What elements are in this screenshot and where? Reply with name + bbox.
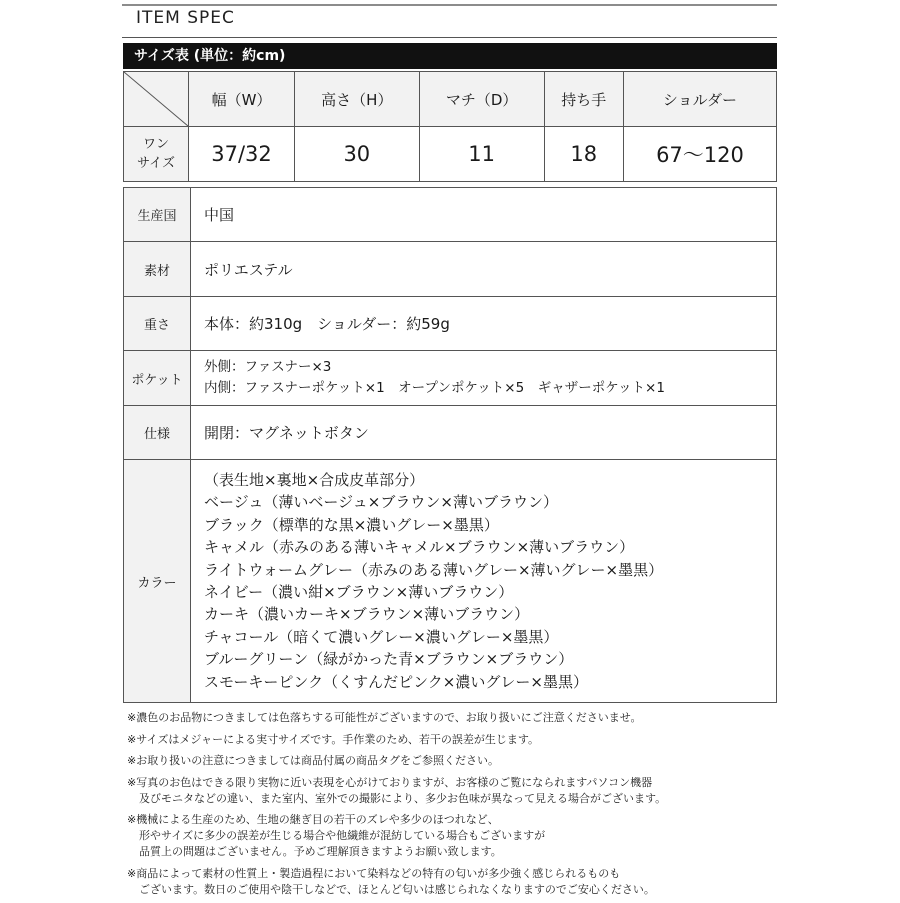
note-item bbox=[127, 866, 777, 898]
pocket-outer: 外側：ファスナー×3 bbox=[204, 359, 332, 375]
spec-label-detail: 仕様 bbox=[124, 406, 191, 460]
size-row-label-line2: サイズ bbox=[137, 156, 175, 171]
spec-label-weight: 重さ bbox=[124, 297, 191, 351]
spec-table bbox=[123, 187, 777, 703]
note-line: ※写真のお色はできる限り実物に近い表現を心がけておりますが、お客様のご覧になられますパソコン機器 bbox=[127, 775, 653, 789]
note-line: ※商品によって素材の性質上・製造過程において染料などの特有の匂いが多少強く感じられるものも bbox=[127, 866, 621, 880]
size-table bbox=[123, 71, 777, 182]
diagonal-line-icon bbox=[124, 72, 188, 126]
spec-value-detail: 開閉：マグネットボタン bbox=[191, 406, 777, 460]
note-item bbox=[127, 732, 777, 748]
note-line: ※濃色のお品物につきましては色落ちする可能性がございますので、お取り扱いにご注意くださいませ。 bbox=[127, 711, 642, 724]
spec-row-weight bbox=[124, 297, 777, 351]
spec-value-weight: 本体：約310g ショルダー：約59g bbox=[191, 297, 777, 351]
note-line: ございます。数日のご使用や陰干しなどで、ほとんど匂いは感じられなくなりますのでご安心ください。 bbox=[139, 882, 655, 896]
size-table-corner-cell bbox=[124, 72, 189, 127]
size-table-row bbox=[124, 127, 777, 182]
spec-value-material: ポリエステル bbox=[191, 242, 777, 297]
size-value-depth: 11 bbox=[419, 127, 544, 182]
size-col-width: 幅（W） bbox=[189, 72, 295, 127]
spec-value-origin: 中国 bbox=[191, 188, 777, 242]
note-line: ※機械による生産のため、生地の継ぎ目の若干のズレや多少のほつれなど、 bbox=[127, 813, 499, 826]
color-line: カーキ（濃いカーキ×ブラウン×薄いブラウン） bbox=[204, 605, 530, 624]
size-col-height: 高さ（H） bbox=[295, 72, 420, 127]
pocket-inner: 内側：ファスナーポケット×1 オープンポケット×5 ギャザーポケット×1 bbox=[204, 380, 665, 396]
note-line: 形やサイズに多少の誤差が生じる場合や他繊維が混紡している場合もございますが bbox=[139, 829, 546, 842]
title-divider bbox=[122, 37, 777, 38]
note-item bbox=[127, 710, 777, 726]
size-col-depth: マチ（D） bbox=[419, 72, 544, 127]
spec-row-origin bbox=[124, 188, 777, 242]
size-value-width: 37/32 bbox=[189, 127, 295, 182]
spec-row-material bbox=[124, 242, 777, 297]
note-item bbox=[127, 812, 777, 860]
spec-row-color bbox=[124, 460, 777, 703]
color-line: ネイビー（濃い紺×ブラウン×薄いブラウン） bbox=[204, 583, 514, 601]
note-line: 品質上の問題はございません。予めご理解頂きますようお願い致します。 bbox=[139, 845, 502, 858]
note-item bbox=[127, 775, 777, 807]
page-title: ITEM SPEC bbox=[136, 8, 235, 28]
spec-value-pocket bbox=[191, 351, 777, 406]
spec-label-color: カラー bbox=[124, 460, 191, 703]
spec-label-material: 素材 bbox=[124, 242, 191, 297]
color-line: ブラック（標準的な黒×濃いグレー×墨黒） bbox=[204, 515, 499, 534]
color-line: ベージュ（薄いベージュ×ブラウン×薄いブラウン） bbox=[204, 493, 558, 512]
size-col-shoulder: ショルダー bbox=[623, 72, 776, 127]
color-line: チャコール（暗くて濃いグレー×濃いグレー×墨黒） bbox=[204, 627, 559, 646]
note-item bbox=[127, 753, 777, 769]
color-line: ブルーグリーン（緑がかった青×ブラウン×ブラウン） bbox=[204, 650, 574, 669]
spec-label-pocket: ポケット bbox=[124, 351, 191, 406]
size-table-header-row bbox=[124, 72, 777, 127]
spec-label-origin: 生産国 bbox=[124, 188, 191, 242]
size-value-shoulder: 67〜120 bbox=[623, 127, 776, 182]
size-row-label-line1: ワン bbox=[142, 137, 169, 152]
size-col-handle: 持ち手 bbox=[544, 72, 623, 127]
size-value-height: 30 bbox=[295, 127, 420, 182]
spec-row-pocket bbox=[124, 351, 777, 406]
note-line: ※サイズはメジャーによる実寸サイズです。手作業のため、若干の誤差が生じます。 bbox=[127, 732, 540, 746]
size-row-label bbox=[124, 127, 189, 182]
spec-row-detail bbox=[124, 406, 777, 460]
spec-value-color bbox=[191, 460, 777, 703]
notes-section bbox=[127, 710, 777, 903]
size-table-caption: サイズ表 (単位：約cm) bbox=[123, 43, 777, 69]
note-line: ※お取り扱いの注意につきましては商品付属の商品タグをご参照ください。 bbox=[127, 754, 499, 767]
size-value-handle: 18 bbox=[544, 127, 623, 182]
color-line: ライトウォームグレー（赤みのある薄いグレー×薄いグレー×墨黒） bbox=[204, 560, 664, 579]
top-rule bbox=[122, 4, 777, 6]
color-line: キャメル（赤みのある薄いキャメル×ブラウン×薄いブラウン） bbox=[204, 538, 635, 557]
color-line: （表生地×裏地×合成皮革部分） bbox=[204, 470, 425, 489]
color-line: スモーキーピンク（くすんだピンク×濃いグレー×墨黒） bbox=[204, 672, 588, 691]
note-line: 及びモニタなどの違い、また室内、室外での撮影により、多少お色味が異なって見える場合がございます。 bbox=[139, 791, 667, 805]
